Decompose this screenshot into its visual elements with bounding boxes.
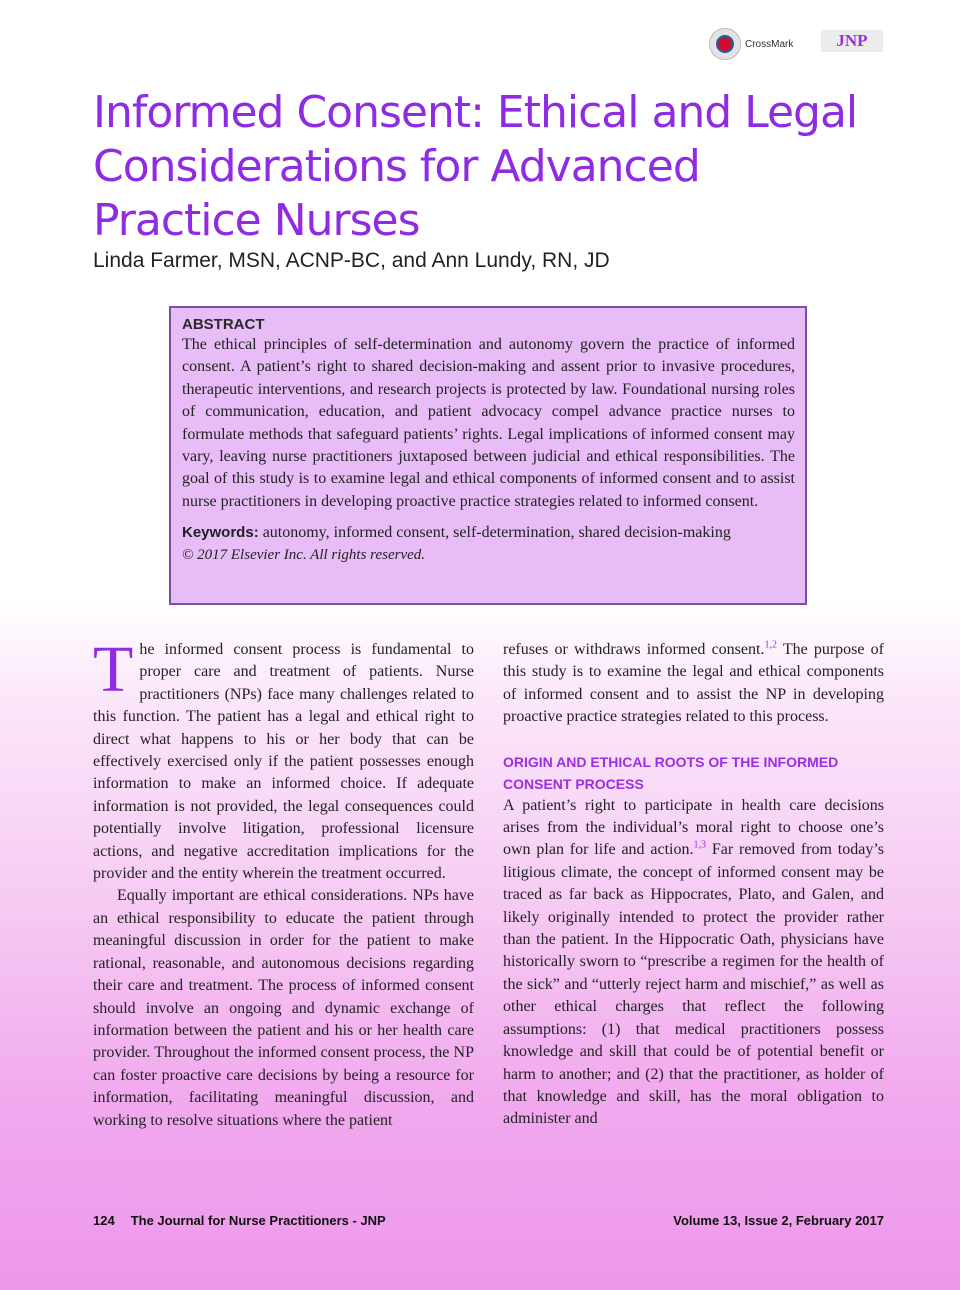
body-column-left: [93, 633, 474, 1132]
footer-left: [93, 1213, 386, 1228]
purpose-paragraph: [503, 639, 884, 729]
purpose-text-b: The purpose of this study is to examine the legal and ethical components of informed consent and to assist the NP in developing proactive practice strategies related to this process.: [503, 641, 884, 726]
article-title: Informed Consent: Ethical and Legal Considerations for Advanced Practice Nurses: [93, 87, 858, 246]
citation-ref[interactable]: 1,2: [764, 639, 777, 651]
abstract-box: [169, 306, 807, 605]
origin-text-b: Far removed from today’s litigious climate, the concept of informed consent may be traced as far back as Hippocrates, Plato, and Galen, and likely originally intended to protect the provider rather than the patient. In the Hippocratic Oath, physicians have historically sworn to “prescribe a regimen for the health of the sick” and “utterly reject harm and mischief,” as well as other ethical charges that reflect the following assumptions: (1) that medical practitioners possess knowledge and skill that could be of potential benefit or harm to another; and (2) that the practitioner, as holder of that knowledge and skill, has the moral obligation to administer and: [503, 841, 884, 1128]
abstract-heading: ABSTRACT: [182, 316, 265, 333]
origin-paragraph: [503, 795, 884, 1131]
copyright-notice: © 2017 Elsevier Inc. All rights reserved.: [182, 547, 426, 564]
crossmark-icon: [709, 28, 741, 60]
journal-badge: JNP: [821, 30, 883, 52]
page-number: 124: [93, 1213, 115, 1228]
crossmark-badge[interactable]: [709, 28, 793, 60]
intro-text: he informed consent process is fundamental to proper care and treatment of patients. Nurse practitioners (NPs) face many challenges related to this function. The patient has a legal and ethical right to direct what happens to his or her body that can be effectively exercised only if the patient possesses enough information to make an informed choice. If adequate information is not provided, the legal consequences could potentially involve litigation, professional licensure actions, and negative accreditation implications for the provider and the entity wherein the treatment occurred.: [93, 641, 474, 883]
intro-paragraph: [93, 633, 474, 885]
purpose-text-a: refuses or withdraws informed consent.: [503, 641, 765, 658]
volume-info: Volume 13, Issue 2, February 2017: [673, 1213, 884, 1228]
crossmark-label: CrossMark: [745, 38, 794, 50]
citation-ref[interactable]: 1,3: [693, 840, 706, 852]
origin-text-a: A patient’s right to participate in health care decisions arises from the individual’s moral right to choose one’s own plan for life and action.: [503, 796, 884, 859]
section-heading: ORIGIN AND ETHICAL ROOTS OF THE INFORMED CONSENT PROCESS: [503, 753, 839, 792]
ethics-paragraph: Equally important are ethical considerations. NPs have an ethical responsibility to educate the patient through meaningful discussion in order for the patient to make rational, reasonable, and autonomous decisions regarding their care and treatment. The process of informed consent should involve an ongoing and dynamic exchange of information between the patient and his or her health care provider. Throughout the informed consent process, the NP can foster proactive care decisions by being a resource for information, facilitating meaningful discussion, and working to resolve situations where the patient: [93, 887, 474, 1129]
keywords-list: autonomy, informed consent, self-determination, shared decision-making: [262, 524, 731, 542]
keywords-label: Keywords:: [182, 524, 259, 542]
drop-cap: T: [93, 633, 134, 706]
keywords-line: [182, 522, 795, 544]
body-column-right: [503, 639, 884, 1131]
abstract-text: The ethical principles of self-determination and autonomy govern the practice of informed consent. A patient’s right to shared decision-making and assent prior to invasive procedures, therapeutic interventions, and research projects is protected by law. Foundational nursing roles of communication, education, and patient advocacy compel advance practice nurses to formulate methods that safeguard patients’ rights. Legal implications of informed consent may vary, leaving nurse practitioners juxtaposed between judicial and ethical responsibilities. The goal of this study is to examine legal and ethical components of informed consent and to assist nurse practitioners in developing proactive practice strategies related to informed consent.: [182, 336, 795, 510]
journal-name: The Journal for Nurse Practitioners - JNP: [130, 1213, 386, 1228]
article-authors: Linda Farmer, MSN, ACNP-BC, and Ann Lundy, RN, JD: [93, 249, 610, 272]
